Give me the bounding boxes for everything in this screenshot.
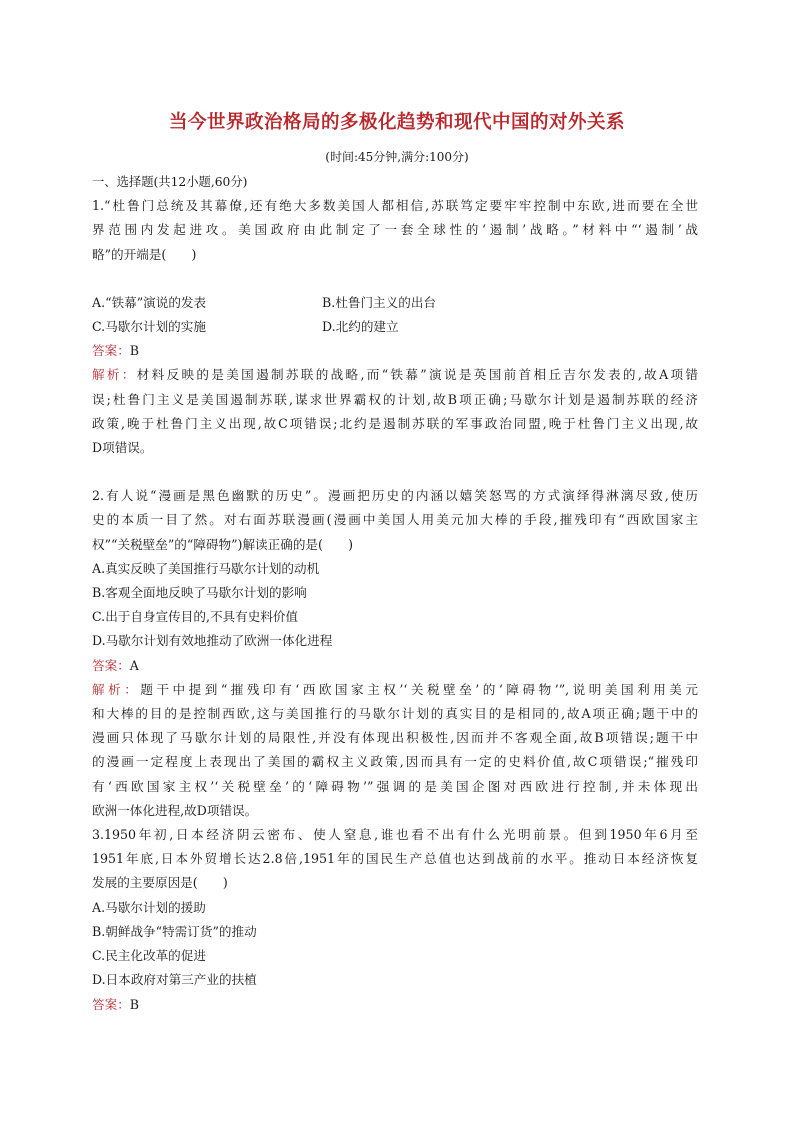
answer-label: 答案：: [92, 343, 130, 359]
option-d: D.日本政府对第三产业的扶植: [92, 972, 257, 988]
analysis-line: 的漫画一定程度上表现出了美国的霸权主义政策,因而具有一定的史料价值,故C项错误;“摧残印: [92, 754, 698, 770]
question-stem-line: 史的本质一目了然。对右面苏联漫画(漫画中美国人用美元加大棒的手段,摧残印有“西欧国家主: [92, 512, 698, 528]
answer-line: [92, 993, 698, 1017]
question-stem-line: 1.“杜鲁门总统及其幕僚,还有绝大多数美国人都相信,苏联笃定要牢牢控制中东欧,进而要在全世: [92, 198, 698, 214]
question-stem-line: 权”“关税壁垒”的“障碍物”)解读正确的是( ): [92, 536, 354, 552]
question-stem-line: 发展的主要原因是( ): [92, 875, 228, 891]
option-a: A.马歇尔计划的援助: [92, 899, 206, 915]
analysis-line: 政策,晚于杜鲁门主义出现,故C项错误;北约是遏制苏联的军事政治同盟,晚于杜鲁门主义出现,故: [92, 415, 698, 431]
question-1: [92, 194, 698, 460]
analysis-line: [92, 363, 698, 387]
answer-value: A: [129, 657, 139, 673]
analysis-line: [92, 678, 698, 702]
question-stem-line: 3.1950年初,日本经济阴云密布、使人窒息,谁也看不出有什么光明前景。但到1950年6月至: [92, 827, 698, 843]
answer-label: 答案：: [92, 996, 130, 1012]
page-title: 当今世界政治格局的多极化趋势和现代中国的对外关系: [168, 112, 625, 133]
options-row: [92, 315, 698, 339]
analysis-label: 解析：: [92, 367, 137, 383]
option-c: C.民主化改革的促进: [92, 948, 206, 964]
option-b: B.朝鲜战争“特需订货”的推动: [92, 923, 257, 939]
option-d: D.马歇尔计划有效地推动了欧洲一体化进程: [92, 633, 333, 649]
time-and-score: (时间:45分钟,满分:100分): [325, 150, 469, 164]
analysis-line: D项错误。: [92, 440, 153, 456]
option-c: C.马歇尔计划的实施: [92, 319, 206, 335]
option-d: D.北约的建立: [322, 319, 399, 335]
analysis-line: 欧洲一体化进程,故D项错误。: [92, 802, 258, 818]
options-row: [92, 291, 698, 315]
question-stem-line: 1951年底,日本外贸增长达2.8倍,1951年的国民生产总值也达到战前的水平。推动日本经济恢复: [92, 851, 698, 867]
option-c: C.出于自身宣传目的,不具有史料价值: [92, 609, 299, 625]
option-a: A.真实反映了美国推行马歇尔计划的动机: [92, 560, 320, 576]
question-stem-line: 略”的开端是( ): [92, 246, 197, 262]
analysis-line: 漫画只体现了马歇尔计划的局限性,并没有体现出积极性,因而并不客观全面,故B项错误;题干中: [92, 730, 698, 746]
analysis-text: 题干中提到“摧残印有‘西欧国家主权’‘关税壁垒’的‘障碍物’”,说明美国利用美元: [140, 681, 698, 697]
question-3: [92, 823, 698, 1017]
option-b: B.客观全面地反映了马歇尔计划的影响: [92, 585, 307, 601]
answer-line: [92, 339, 698, 363]
analysis-line: 有‘西欧国家主权’‘关税壁垒’的‘障碍物’”强调的是美国企图对西欧进行控制,并未体现出: [92, 778, 698, 794]
answer-value: B: [129, 996, 140, 1012]
analysis-label: 解析：: [92, 681, 141, 697]
answer-value: B: [129, 343, 140, 359]
question-2: [92, 484, 698, 823]
content: [92, 170, 698, 1017]
option-a: A.“铁幕”演说的发表: [92, 294, 207, 310]
analysis-line: 误;杜鲁门主义是美国遏制苏联,谋求世界霸权的计划,故B项正确;马歇尔计划是遏制苏联的经济: [92, 391, 698, 407]
answer-line: [92, 654, 698, 678]
analysis-line: 和大棒的目的是控制西欧,这与美国推行的马歇尔计划的真实目的是相同的,故A项正确;题干中的: [92, 706, 698, 722]
question-stem-line: 2.有人说“漫画是黑色幽默的历史”。漫画把历史的内涵以嬉笑怒骂的方式演绎得淋漓尽致,使历: [92, 488, 698, 504]
analysis-text: 材料反映的是美国遏制苏联的战略,而“铁幕”演说是英国前首相丘吉尔发表的,故A项错: [136, 367, 699, 383]
answer-label: 答案：: [92, 657, 130, 673]
question-stem-line: 界范围内发起进攻。美国政府由此制定了一套全球性的‘遏制’战略。”材料中“‘遏制’战: [92, 222, 698, 238]
section-heading: 一、选择题(共12小题,60分): [92, 175, 248, 189]
option-b: B.杜鲁门主义的出台: [322, 294, 437, 310]
